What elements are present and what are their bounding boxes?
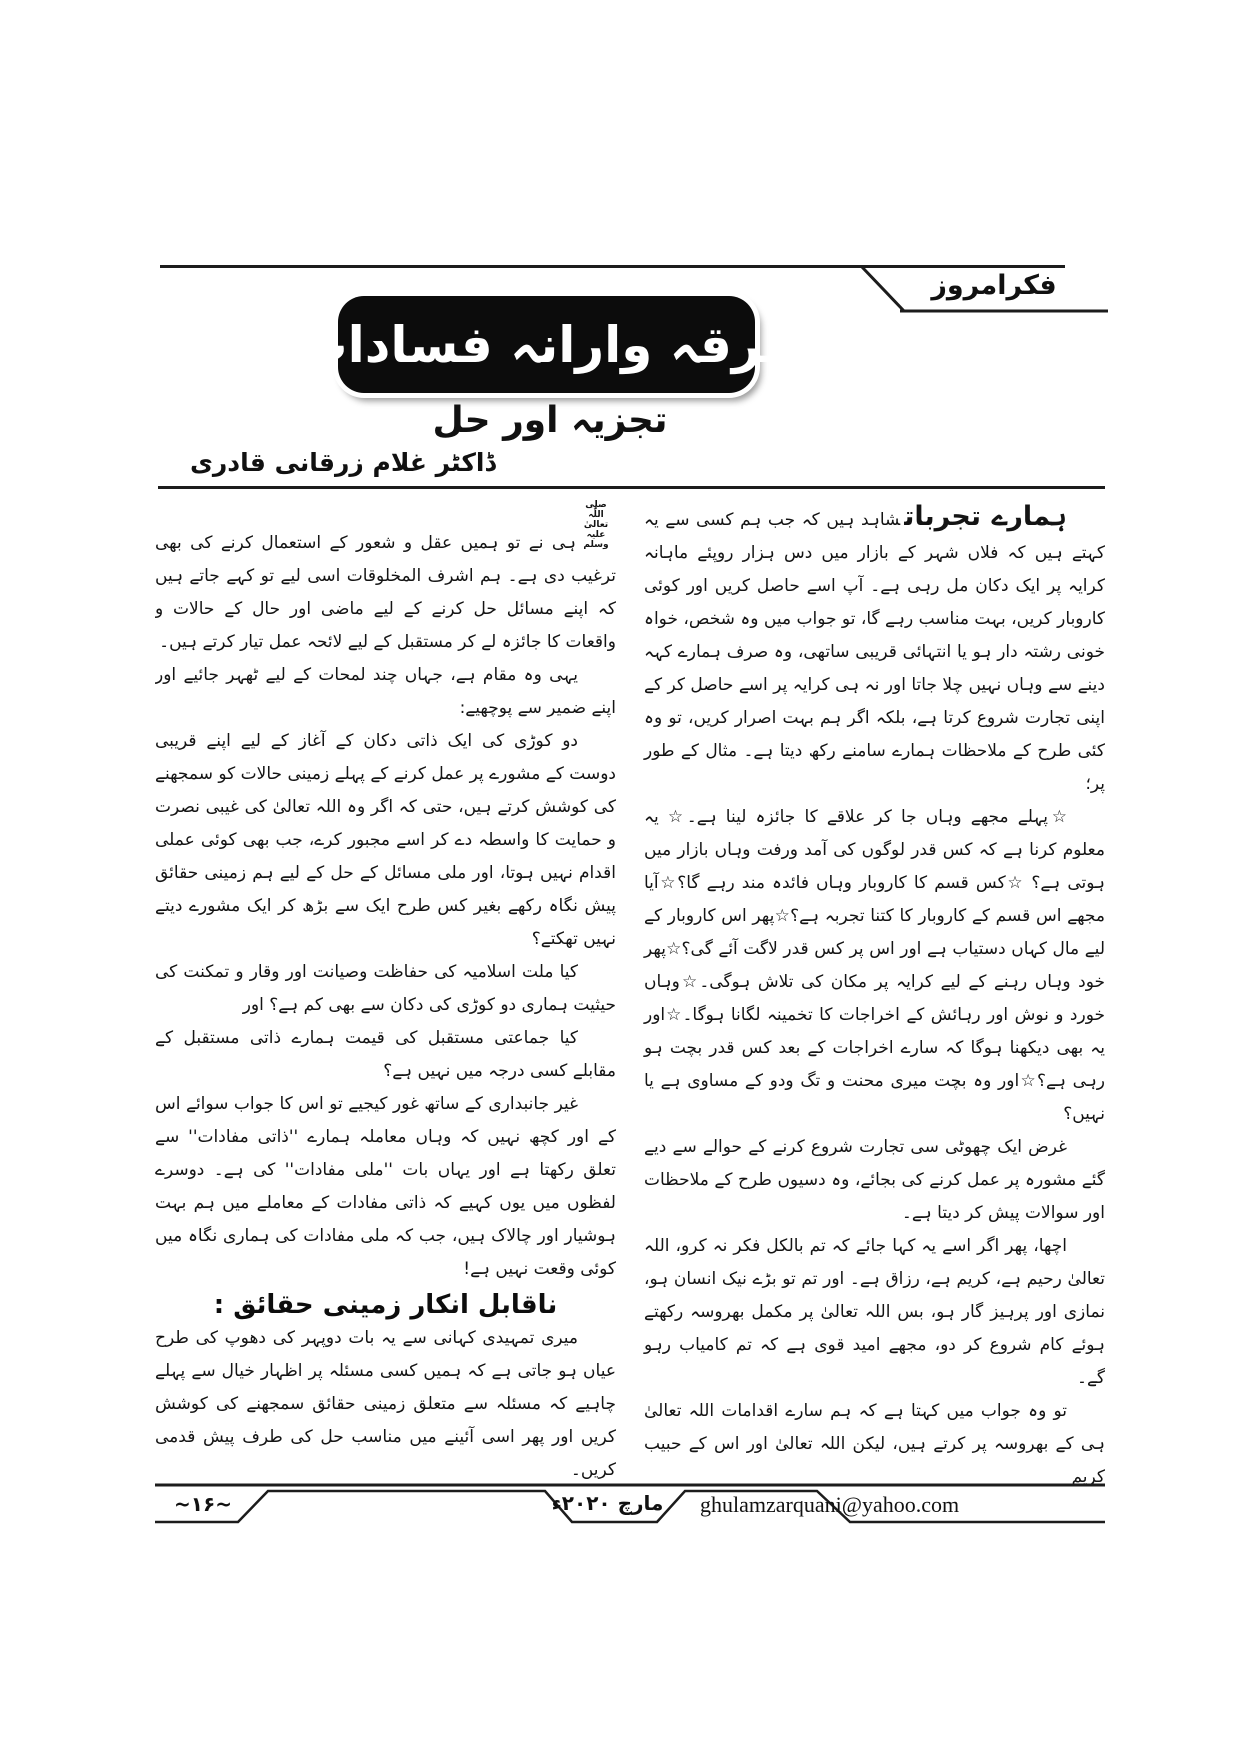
article-title: فرقہ وارانہ فسادات — [297, 315, 796, 374]
paragraph: ہمارے تجرباتشاہد ہیں کہ جب ہم کسی سے یہ کہتے ہیں کہ فلاں شہر کے بازار میں دس ہزار روپئے ماہانہ کرایہ پر ایک دکان مل رہی ہے۔ آپ اسے حاصل کریں اور کوئی کاروبار کریں، بہت مناسب رہے گا، تو جواب میں وہ شخص، خواہ خونی رشتہ دار ہو یا انتہائی قریبی ساتھی، وہ صرف ہمارے کہہ دینے سے وہاں نہیں چلا جاتا اور نہ ہی کرایہ پر اسے حاصل کر کے اپنی تجارت شروع کرتا ہے، بلکہ اگر ہم بہت اصرار کریں، تو وہ کئی طرح کے ملاحظات ہمارے سامنے رکھ دیتا ہے۔ مثال کے طور پر؛ — [644, 501, 1105, 794]
paragraph: ☆پہلے مجھے وہاں جا کر علاقے کا جائزہ لینا ہے۔☆ یہ معلوم کرنا ہے کہ کس قدر لوگوں کی آمد ورفت وہاں بازار میں ہوتی ہے؟ ☆کس قسم کا کاروبار وہاں فائدہ مند رہے گا؟☆آیا مجھے اس قسم کے کاروبار کا کتنا تجربہ ہے؟☆پھر اس کاروبار کے لیے مال کہاں دستیاب ہے اور اس پر کس قدر لاگت آئے گی؟☆پھر خود وہاں رہنے کے لیے کرایہ پر مکان کی تلاش ہوگی۔☆وہاں خورد و نوش اور رہائش کے اخراجات کا تخمینہ لگانا ہوگا۔☆اور یہ بھی دیکھنا ہوگا کہ سارے اخراجات کے بعد کس قدر بچت ہو رہی ہے؟☆اور وہ بچت میری محنت و تگ ودو کے مساوی ہے یا نہیں؟ — [644, 807, 1105, 1124]
article-author: ڈاکٹر غلام زرقانی قادری — [190, 448, 496, 477]
paragraph: میری تمہیدی کہانی سے یہ بات دوپہر کی دھوپ کی طرح عیاں ہو جاتی ہے کہ ہمیں کسی مسئلہ پر اظہار خیال سے پہلے چاہیے کہ مسئلہ سے متعلق زمینی حقائق سمجھنے کی کوشش کریں اور پھر اسی آئینے میں مناسب حل کی طرف پیش قدمی کریں۔ — [155, 1328, 616, 1480]
paragraph-lead: ہمارے تجربات — [904, 501, 1067, 532]
masthead-title: فکرامروز — [931, 270, 1057, 301]
article-title-box — [297, 296, 796, 393]
paragraph: یہی وہ مقام ہے، جہاں چند لمحات کے لیے ٹھہر جائیے اور اپنے ضمیر سے پوچھیے: — [155, 665, 616, 718]
issue-date: مارچ ۲۰۲۰ء — [551, 1491, 664, 1515]
honorific-seal: صلی اللّٰہ تعالیٰ علیہ وسلم — [583, 500, 609, 550]
paragraph: تو وہ جواب میں کہتا ہے کہ ہم سارے اقدامات اللہ تعالیٰ ہی کے بھروسہ پر کرتے ہیں، لیکن اللہ تعالیٰ اور اس کے حبیب کریم — [644, 1401, 1105, 1487]
column-right — [644, 500, 1105, 1488]
paragraph: کیا ملت اسلامیہ کی حفاظت وصیانت اور وقار و تمکنت کی حیثیت ہماری دو کوڑی کی دکان سے بھی کم ہے؟ اور — [155, 962, 616, 1015]
column-left — [155, 500, 616, 1488]
author-rule — [158, 486, 1105, 489]
article-subtitle: تجزیہ اور حل — [432, 400, 668, 441]
paragraph: اچھا، پھر اگر اسے یہ کہا جائے کہ تم بالکل فکر نہ کرو، اللہ تعالیٰ رحیم ہے، کریم ہے، رزاق ہے۔ اور تم تو بڑے نیک انسان ہو، نمازی اور پرہیز گار ہو، بس اللہ تعالیٰ پر مکمل بھروسہ رکھتے ہوئے کام شروع کر دو، مجھے امید قوی ہے کہ تم کامیاب رہو گے۔ — [644, 1236, 1105, 1388]
section-heading: ناقابل انکار زمینی حقائق : — [213, 1290, 558, 1320]
page-number: ~۱۶~ — [174, 1492, 232, 1516]
paragraph: غرض ایک چھوٹی سی تجارت شروع کرنے کے حوالے سے دیے گئے مشورہ پر عمل کرنے کی بجائے، وہ دسیوں طرح کے ملاحظات اور سوالات پیش کر دیتا ہے۔ — [644, 1137, 1105, 1223]
paragraph: غیر جانبداری کے ساتھ غور کیجیے تو اس کا جواب سوائے اس کے اور کچھ نہیں کہ وہاں معاملہ ہمارے ''ذاتی مفادات'' سے تعلق رکھتا ہے اور یہاں بات ''ملی مفادات'' کی ہے۔ دوسرے لفظوں میں یوں کہیے کہ ذاتی مفادات کے معاملے میں ہم بہت ہوشیار اور چالاک ہیں، جب کہ ملی مفادات کی ہماری نگاہ میں کوئی وقعت نہیں ہے! — [155, 1094, 616, 1279]
article-body — [155, 500, 1105, 1488]
paragraph: صلی اللّٰہ تعالیٰ علیہ وسلم ہی نے تو ہمیں عقل و شعور کے استعمال کرنے کی بھی ترغیب دی ہے۔ ہم اشرف المخلوقات اسی لیے تو کہے جاتے ہیں کہ اپنے مسائل حل کرنے کے لیے ماضی اور حال کے حالات و واقعات کا جائزہ لے کر مستقبل کے لیے لائحہ عمل تیار کرتے ہیں۔ — [155, 500, 616, 652]
contact-email: ghulamzarquani@yahoo.com — [700, 1492, 960, 1517]
paragraph: دو کوڑی کی ایک ذاتی دکان کے آغاز کے لیے اپنے قریبی دوست کے مشورے پر عمل کرنے کے پہلے زمینی حالات کو سمجھنے کی کوشش کرتے ہیں، حتی کہ اگر وہ اللہ تعالیٰ کی غیبی نصرت و حمایت کا واسطہ دے کر اسے مجبور کرے، جب بھی کوئی عملی اقدام نہیں ہوتا، اور ملی مسائل کے حل کے لیے ہم زمینی حقائق پیش نگاہ رکھے بغیر کس طرح ایک سے بڑھ کر ایک مشورے دیتے نہیں تھکتے؟ — [155, 731, 616, 949]
paragraph: کیا جماعتی مستقبل کی قیمت ہمارے ذاتی مستقبل کے مقابلے کسی درجہ میں نہیں ہے؟ — [155, 1028, 616, 1081]
